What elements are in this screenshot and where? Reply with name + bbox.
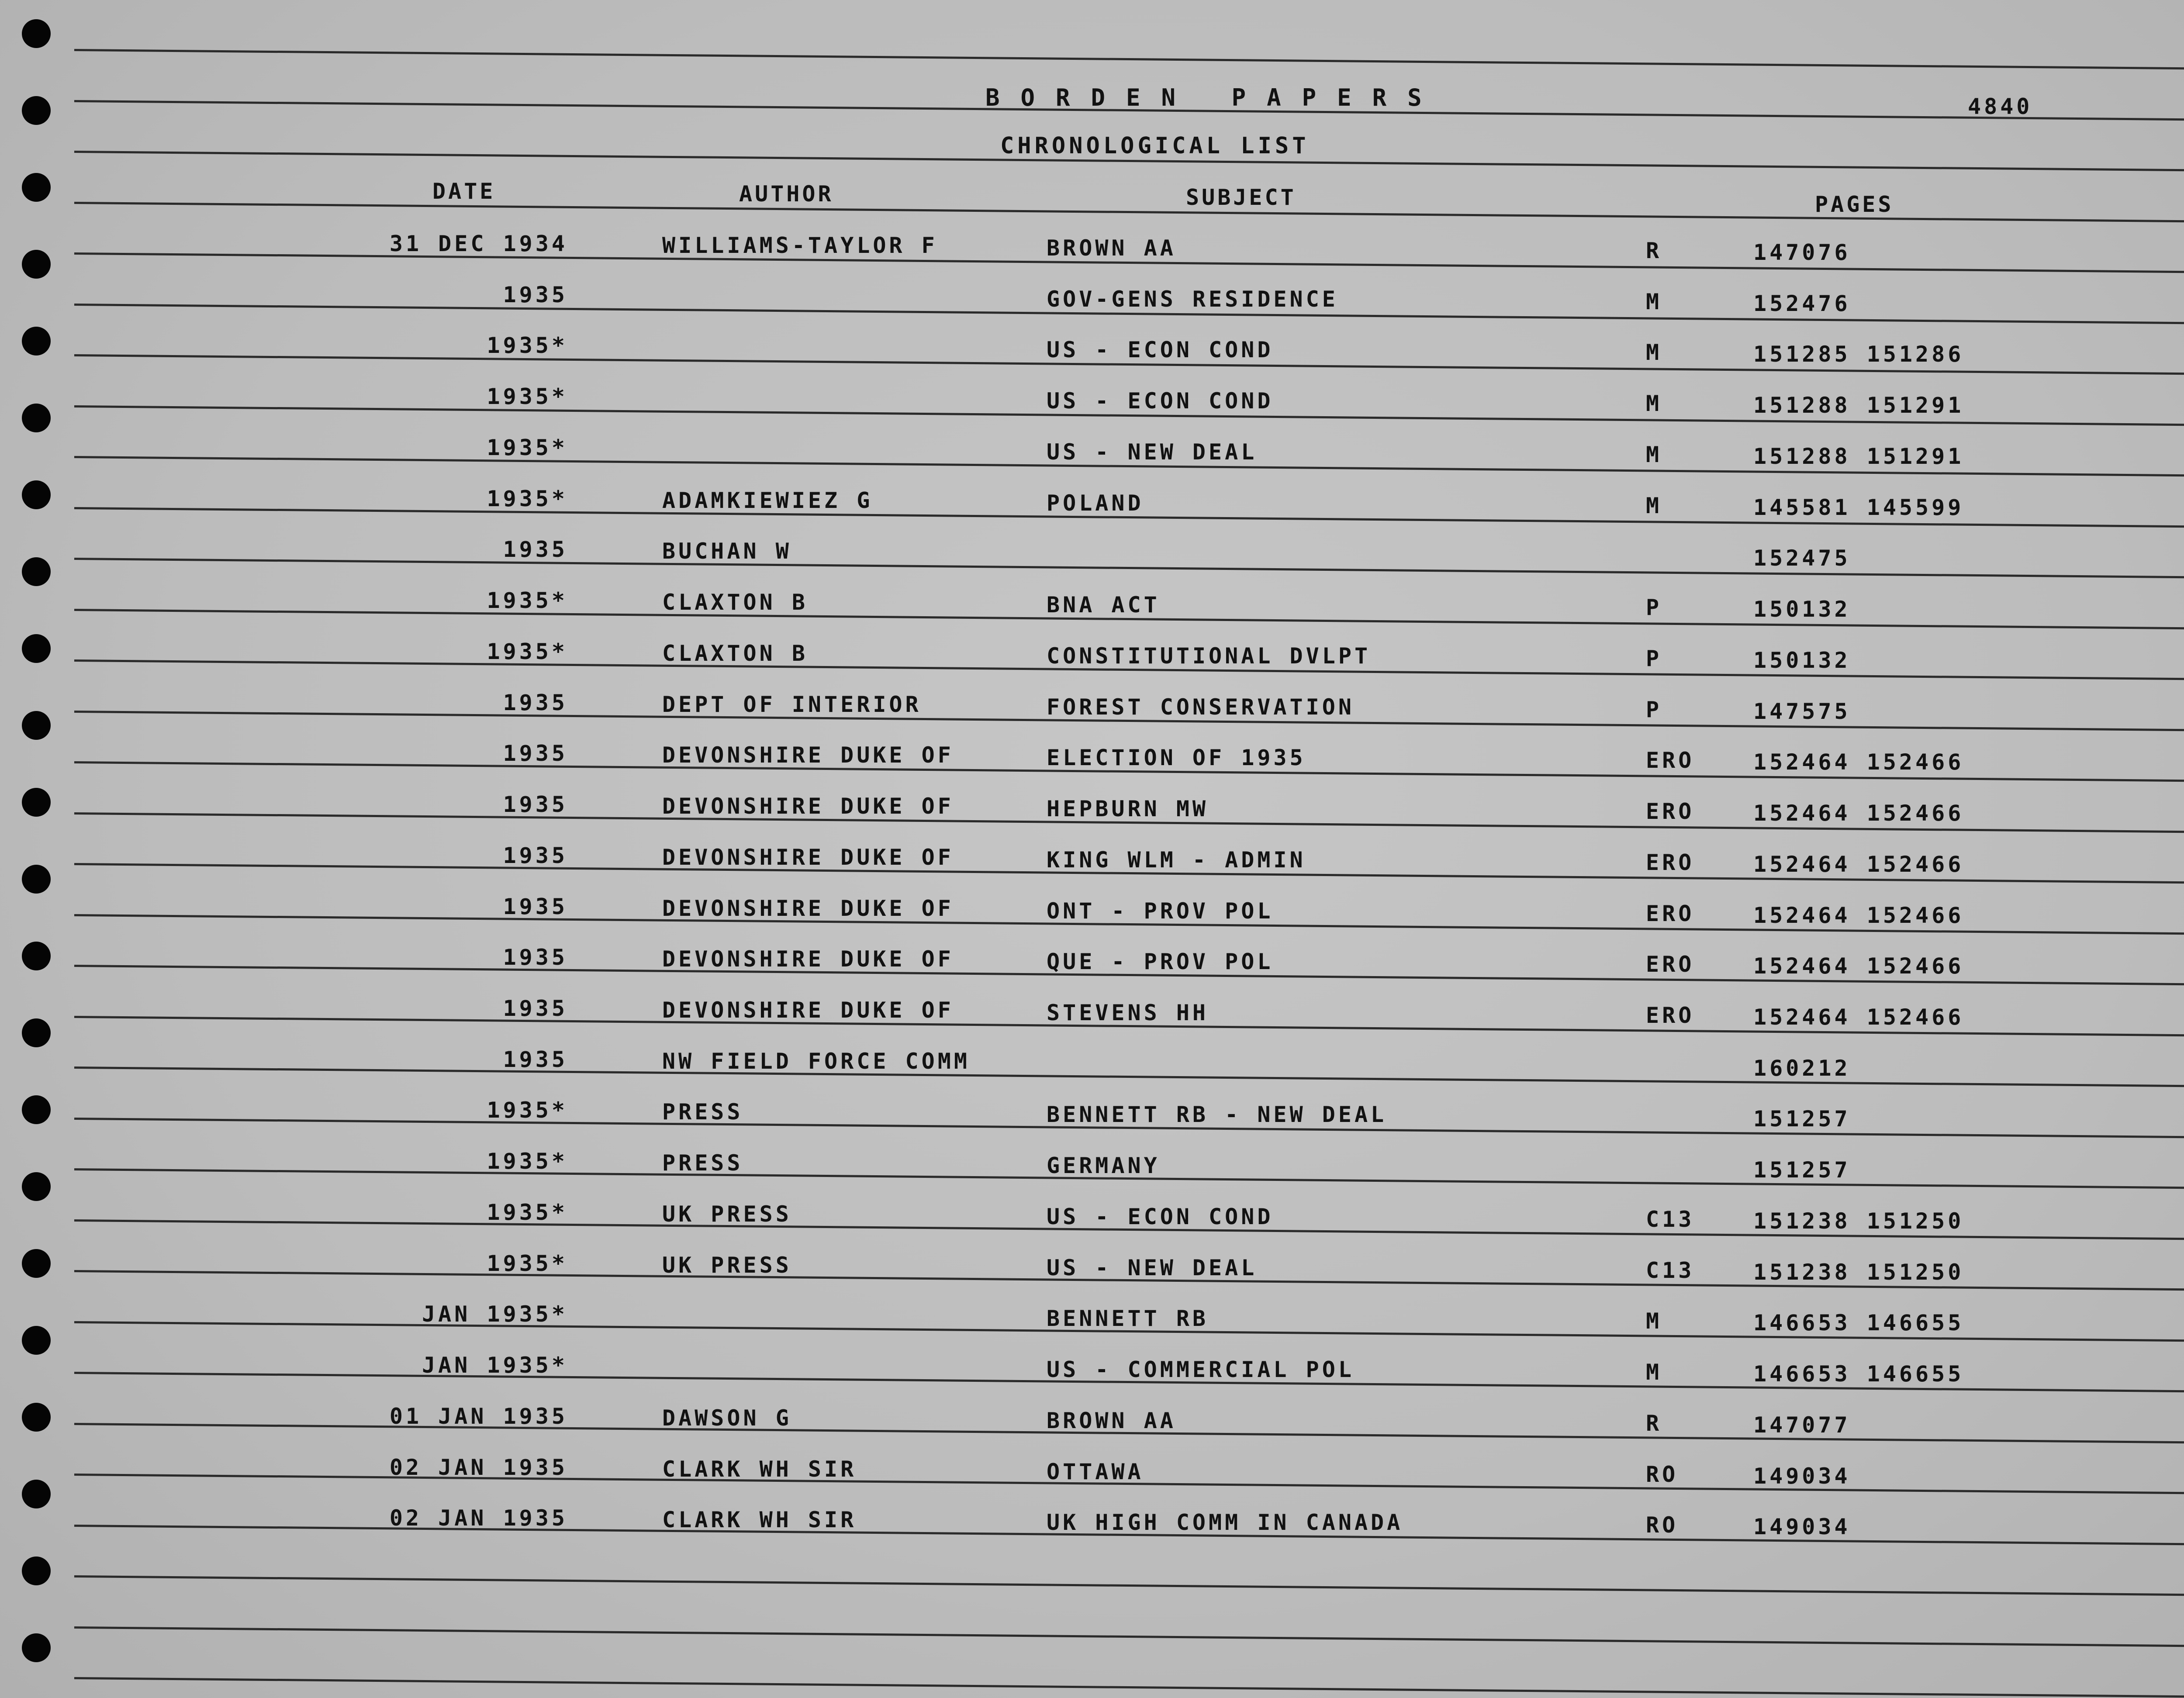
cell-code: ERO <box>1646 799 1695 825</box>
cell-date: JAN 1935* <box>422 1301 568 1327</box>
cell-code: M <box>1646 1360 1662 1385</box>
cell-pages: 147076 <box>1753 240 1851 265</box>
ruled-line <box>74 1677 2184 1698</box>
cell-author: DEVONSHIRE DUKE OF <box>662 895 954 921</box>
cell-date: 1935* <box>487 1250 568 1276</box>
feed-hole <box>22 557 51 586</box>
cell-pages: 151288 151291 <box>1753 393 1964 418</box>
cell-author: CLARK WH SIR <box>662 1456 857 1482</box>
cell-code: RO <box>1646 1461 1679 1487</box>
cell-pages: 152464 152466 <box>1753 953 1964 979</box>
cell-date: 1935 <box>503 792 568 818</box>
feed-hole <box>22 96 51 125</box>
ruled-line <box>74 1575 2184 1596</box>
cell-code: P <box>1646 697 1662 722</box>
cell-pages: 152464 152466 <box>1753 801 1964 826</box>
feed-hole <box>22 1326 51 1355</box>
cell-pages: 147575 <box>1753 698 1851 724</box>
feed-hole <box>22 404 51 432</box>
cell-author: DEVONSHIRE DUKE OF <box>662 742 954 768</box>
cell-subject: QUE - PROV POL <box>1047 949 1274 975</box>
cell-code: ERO <box>1646 952 1695 977</box>
cell-pages: 146653 146655 <box>1753 1310 1964 1336</box>
cell-author: DEVONSHIRE DUKE OF <box>662 794 954 819</box>
cell-date: 1935 <box>503 1046 568 1072</box>
cell-date: 1935* <box>487 486 568 511</box>
cell-date: 1935* <box>487 638 568 664</box>
cell-subject: US - COMMERCIAL POL <box>1047 1357 1355 1383</box>
cell-subject: GERMANY <box>1047 1153 1160 1179</box>
cell-code: P <box>1646 645 1662 671</box>
cell-pages: 151238 151250 <box>1753 1259 1964 1285</box>
cell-date: 1935* <box>487 384 568 410</box>
cell-author: ADAMKIEWIEZ G <box>662 487 873 513</box>
cell-subject: US - NEW DEAL <box>1047 439 1258 465</box>
cell-code: P <box>1646 595 1662 621</box>
cell-subject: STEVENS HH <box>1047 1000 1209 1026</box>
feed-hole <box>22 942 51 970</box>
cell-date: 1935 <box>503 842 568 868</box>
column-header-author: AUTHOR <box>739 181 834 207</box>
cell-code: R <box>1646 1410 1662 1436</box>
feed-hole <box>22 634 51 663</box>
cell-date: 1935* <box>487 435 568 460</box>
cell-pages: 145581 145599 <box>1753 494 1964 520</box>
cell-date: 1935 <box>503 945 568 970</box>
cell-author: WILLIAMS-TAYLOR F <box>662 233 938 258</box>
cell-subject: UK HIGH COMM IN CANADA <box>1047 1510 1403 1536</box>
cell-author: CLAXTON B <box>662 640 808 666</box>
cell-author: BUCHAN W <box>662 538 792 564</box>
cell-code: ERO <box>1646 1003 1695 1028</box>
column-header-date: DATE <box>432 179 496 204</box>
cell-date: 1935 <box>503 537 568 563</box>
feed-hole <box>22 711 51 740</box>
cell-code: M <box>1646 1308 1662 1334</box>
cell-author: DEVONSHIRE DUKE OF <box>662 997 954 1023</box>
cell-subject: US - NEW DEAL <box>1047 1255 1258 1280</box>
feed-hole <box>22 1249 51 1278</box>
document-title: BORDEN PAPERS <box>985 84 1443 111</box>
feed-hole <box>22 19 51 48</box>
cell-pages: 152464 152466 <box>1753 1004 1964 1030</box>
cell-author: UK PRESS <box>662 1252 792 1278</box>
cell-author: CLARK WH SIR <box>662 1507 857 1533</box>
feed-hole <box>22 250 51 279</box>
cell-code: M <box>1646 340 1662 366</box>
document-subtitle: CHRONOLOGICAL LIST <box>1000 133 1310 159</box>
feed-hole <box>22 1172 51 1201</box>
cell-date: 1935* <box>487 588 568 614</box>
cell-pages: 152464 152466 <box>1753 749 1964 775</box>
cell-author: PRESS <box>662 1099 743 1125</box>
cell-subject: BENNETT RB - NEW DEAL <box>1047 1102 1387 1128</box>
cell-subject: GOV-GENS RESIDENCE <box>1047 286 1338 312</box>
cell-date: 1935 <box>503 282 568 307</box>
ruled-line <box>74 49 2184 70</box>
cell-author: CLAXTON B <box>662 590 808 615</box>
cell-date: 1935* <box>487 1199 568 1225</box>
cell-subject: OTTAWA <box>1047 1459 1144 1484</box>
cell-date: 01 JAN 1935 <box>389 1403 568 1429</box>
cell-date: JAN 1935* <box>422 1353 568 1378</box>
feed-hole <box>22 865 51 894</box>
cell-subject: HEPBURN MW <box>1047 796 1209 822</box>
cell-author: DEVONSHIRE DUKE OF <box>662 946 954 972</box>
feed-hole <box>22 173 51 202</box>
cell-date: 1935* <box>487 1097 568 1123</box>
cell-pages: 152476 <box>1753 290 1851 316</box>
cell-author: DEVONSHIRE DUKE OF <box>662 844 954 870</box>
cell-date: 1935 <box>503 741 568 766</box>
cell-code: R <box>1646 238 1662 263</box>
cell-subject: US - ECON COND <box>1047 337 1274 363</box>
cell-subject: ONT - PROV POL <box>1047 898 1274 924</box>
page-number: 4840 <box>1968 94 2033 119</box>
cell-date: 1935* <box>487 1149 568 1174</box>
cell-pages: 149034 <box>1753 1463 1851 1489</box>
cell-subject: BROWN AA <box>1047 235 1176 261</box>
ruled-line <box>74 1626 2184 1647</box>
feed-hole <box>22 1633 51 1662</box>
cell-code: M <box>1646 289 1662 314</box>
cell-subject: FOREST CONSERVATION <box>1047 694 1355 720</box>
column-header-pages: PAGES <box>1815 192 1894 217</box>
cell-author: PRESS <box>662 1150 743 1176</box>
cell-date: 1935 <box>503 996 568 1022</box>
cell-subject: BENNETT RB <box>1047 1306 1209 1332</box>
cell-pages: 149034 <box>1753 1514 1851 1540</box>
cell-subject: CONSTITUTIONAL DVLPT <box>1047 643 1371 669</box>
cell-pages: 151238 151250 <box>1753 1208 1964 1234</box>
cell-pages: 150132 <box>1753 597 1851 622</box>
feed-hole <box>22 1403 51 1432</box>
column-header-subject: SUBJECT <box>1186 185 1296 210</box>
feed-hole <box>22 1480 51 1508</box>
cell-code: ERO <box>1646 748 1695 773</box>
cell-date: 02 JAN 1935 <box>389 1505 568 1531</box>
cell-subject: US - ECON COND <box>1047 1204 1274 1229</box>
cell-code: M <box>1646 442 1662 467</box>
cell-author: UK PRESS <box>662 1201 792 1227</box>
cell-subject: US - ECON COND <box>1047 388 1274 414</box>
cell-date: 1935* <box>487 333 568 359</box>
cell-date: 02 JAN 1935 <box>389 1454 568 1480</box>
cell-subject: BROWN AA <box>1047 1408 1176 1433</box>
feed-hole <box>22 788 51 817</box>
cell-date: 1935 <box>503 894 568 919</box>
cell-code: C13 <box>1646 1257 1695 1283</box>
cell-pages: 160212 <box>1753 1055 1851 1081</box>
cell-pages: 152464 152466 <box>1753 851 1964 877</box>
cell-pages: 151288 151291 <box>1753 443 1964 469</box>
cell-subject: BNA ACT <box>1047 592 1160 618</box>
cell-author: NW FIELD FORCE COMM <box>662 1048 970 1074</box>
cell-pages: 151285 151286 <box>1753 342 1964 367</box>
cell-code: C13 <box>1646 1206 1695 1232</box>
cell-pages: 150132 <box>1753 647 1851 673</box>
cell-author: DAWSON G <box>662 1405 792 1431</box>
cell-pages: 152475 <box>1753 545 1851 571</box>
cell-pages: 147077 <box>1753 1412 1851 1438</box>
cell-pages: 152464 152466 <box>1753 902 1964 928</box>
feed-hole <box>22 1018 51 1047</box>
cell-pages: 151257 <box>1753 1106 1851 1132</box>
cell-subject: ELECTION OF 1935 <box>1047 745 1306 771</box>
cell-date: 1935 <box>503 690 568 715</box>
cell-date: 31 DEC 1934 <box>389 231 568 256</box>
cell-code: M <box>1646 493 1662 518</box>
feed-hole <box>22 480 51 509</box>
cell-code: RO <box>1646 1512 1679 1538</box>
cell-pages: 146653 146655 <box>1753 1361 1964 1387</box>
cell-pages: 151257 <box>1753 1157 1851 1183</box>
cell-code: M <box>1646 391 1662 417</box>
feed-hole <box>22 1095 51 1124</box>
cell-code: ERO <box>1646 901 1695 926</box>
feed-hole <box>22 327 51 355</box>
cell-code: ERO <box>1646 849 1695 875</box>
cell-subject: POLAND <box>1047 490 1144 516</box>
feed-hole <box>22 1556 51 1585</box>
cell-subject: KING WLM - ADMIN <box>1047 847 1306 873</box>
cell-author: DEPT OF INTERIOR <box>662 691 922 717</box>
